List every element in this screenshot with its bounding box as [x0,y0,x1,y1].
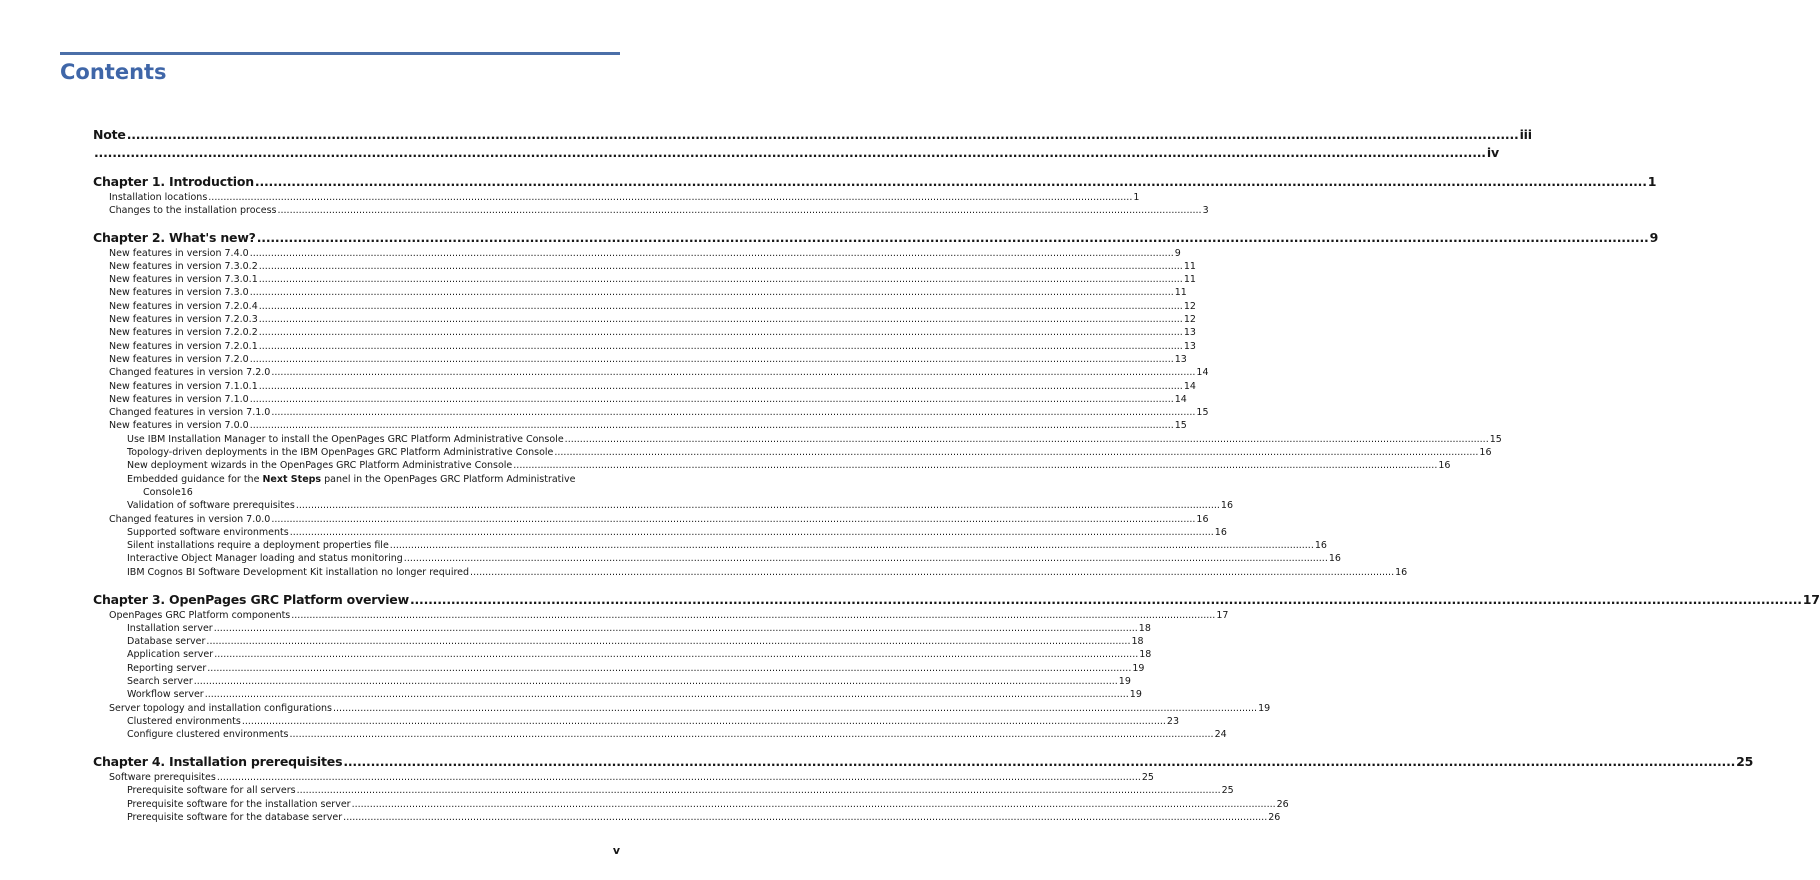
toc-subentry-line: Embedded guidance for the Next Steps panel in the OpenPages GRC Platform Administrative [127,473,576,485]
toc-entry[interactable]: OpenPages GRC Platform components ..... 17 [93,609,620,622]
toc-entry-untitled[interactable]: ..... iv [93,144,620,162]
toc-chapter-2[interactable]: Chapter 2. What's new? ..... 9 [93,229,620,247]
header-rule [60,52,620,55]
toc-entry[interactable]: New features in version 7.2.0.1 ..... 13 [93,340,620,353]
toc-entry[interactable]: New features in version 7.3.0.1 ..... 11 [93,273,620,286]
table-of-contents [93,126,1820,824]
toc-subentry[interactable]: IBM Cognos BI Software Development Kit installation no longer required ..... 16 [93,566,620,579]
toc-subentry[interactable]: Search server ..... 19 [93,675,620,688]
toc-subentry-embedded-guidance[interactable] [93,473,620,500]
toc-subentry[interactable]: Prerequisite software for the database server ..... 26 [93,811,620,824]
toc-chapter-3[interactable]: Chapter 3. OpenPages GRC Platform overview ..... 17 [93,591,620,609]
toc-entry[interactable]: New features in version 7.1.0.1 ..... 14 [93,380,620,393]
toc-entry[interactable]: Installation locations ..... 1 [93,191,620,204]
page-number: v [612,844,620,857]
toc-entry[interactable]: Server topology and installation configurations ..... 19 [93,702,620,715]
toc-subentry[interactable]: New deployment wizards in the OpenPages GRC Platform Administrative Console ..... 16 [93,459,620,472]
toc-subentry[interactable]: Database server ..... 18 [93,635,620,648]
toc-entry-note[interactable]: Note ..... iii [93,126,620,144]
toc-entry[interactable]: Changed features in version 7.2.0 ..... 14 [93,366,620,379]
toc-subentry[interactable]: Prerequisite software for all servers ..... 25 [93,784,620,797]
toc-subentry[interactable]: Application server ..... 18 [93,648,620,661]
toc-entry[interactable]: New features in version 7.1.0 ..... 14 [93,393,620,406]
toc-entry[interactable]: New features in version 7.2.0.3 ..... 12 [93,313,620,326]
toc-entry[interactable]: New features in version 7.3.0 ..... 11 [93,286,620,299]
toc-subentry[interactable]: Silent installations require a deployment properties file ..... 16 [93,539,620,552]
page-title: Contents [60,60,167,84]
toc-entry[interactable]: Software prerequisites ..... 25 [93,771,620,784]
toc-entry[interactable]: New features in version 7.0.0 ..... 15 [93,419,620,432]
toc-entry[interactable]: New features in version 7.2.0.2 ..... 13 [93,326,620,339]
toc-subentry[interactable]: Interactive Object Manager loading and status monitoring ..... 16 [93,552,620,565]
toc-entry[interactable]: New features in version 7.4.0 ..... 9 [93,247,620,260]
toc-subentry[interactable]: Topology-driven deployments in the IBM OpenPages GRC Platform Administrative Console ..... 16 [93,446,620,459]
toc-entry[interactable]: New features in version 7.2.0.4 ..... 12 [93,300,620,313]
toc-chapter-1[interactable]: Chapter 1. Introduction ..... 1 [93,173,620,191]
toc-subentry[interactable]: Validation of software prerequisites ..... 16 [93,499,620,512]
toc-entry[interactable]: Changed features in version 7.1.0 ..... 15 [93,406,620,419]
toc-subentry[interactable]: Installation server ..... 18 [93,622,620,635]
toc-entry[interactable]: New features in version 7.3.0.2 ..... 11 [93,260,620,273]
toc-entry[interactable]: New features in version 7.2.0 ..... 13 [93,353,620,366]
toc-chapter-4[interactable]: Chapter 4. Installation prerequisites ..... 25 [93,753,620,771]
toc-subentry-continuation: Console 16 [143,486,193,498]
toc-subentry[interactable]: Reporting server ..... 19 [93,662,620,675]
toc-subentry[interactable]: Supported software environments ..... 16 [93,526,620,539]
toc-subentry[interactable]: Configure clustered environments ..... 24 [93,728,620,741]
toc-subentry[interactable]: Workflow server ..... 19 [93,688,620,701]
toc-subentry[interactable]: Clustered environments ..... 23 [93,715,620,728]
toc-subentry[interactable]: Prerequisite software for the installation server ..... 26 [93,798,620,811]
toc-subentry[interactable]: Use IBM Installation Manager to install the OpenPages GRC Platform Administrative Console ..... 15 [93,433,620,446]
toc-entry[interactable]: Changed features in version 7.0.0 ..... 16 [93,513,620,526]
toc-entry[interactable]: Changes to the installation process ..... 3 [93,204,620,217]
